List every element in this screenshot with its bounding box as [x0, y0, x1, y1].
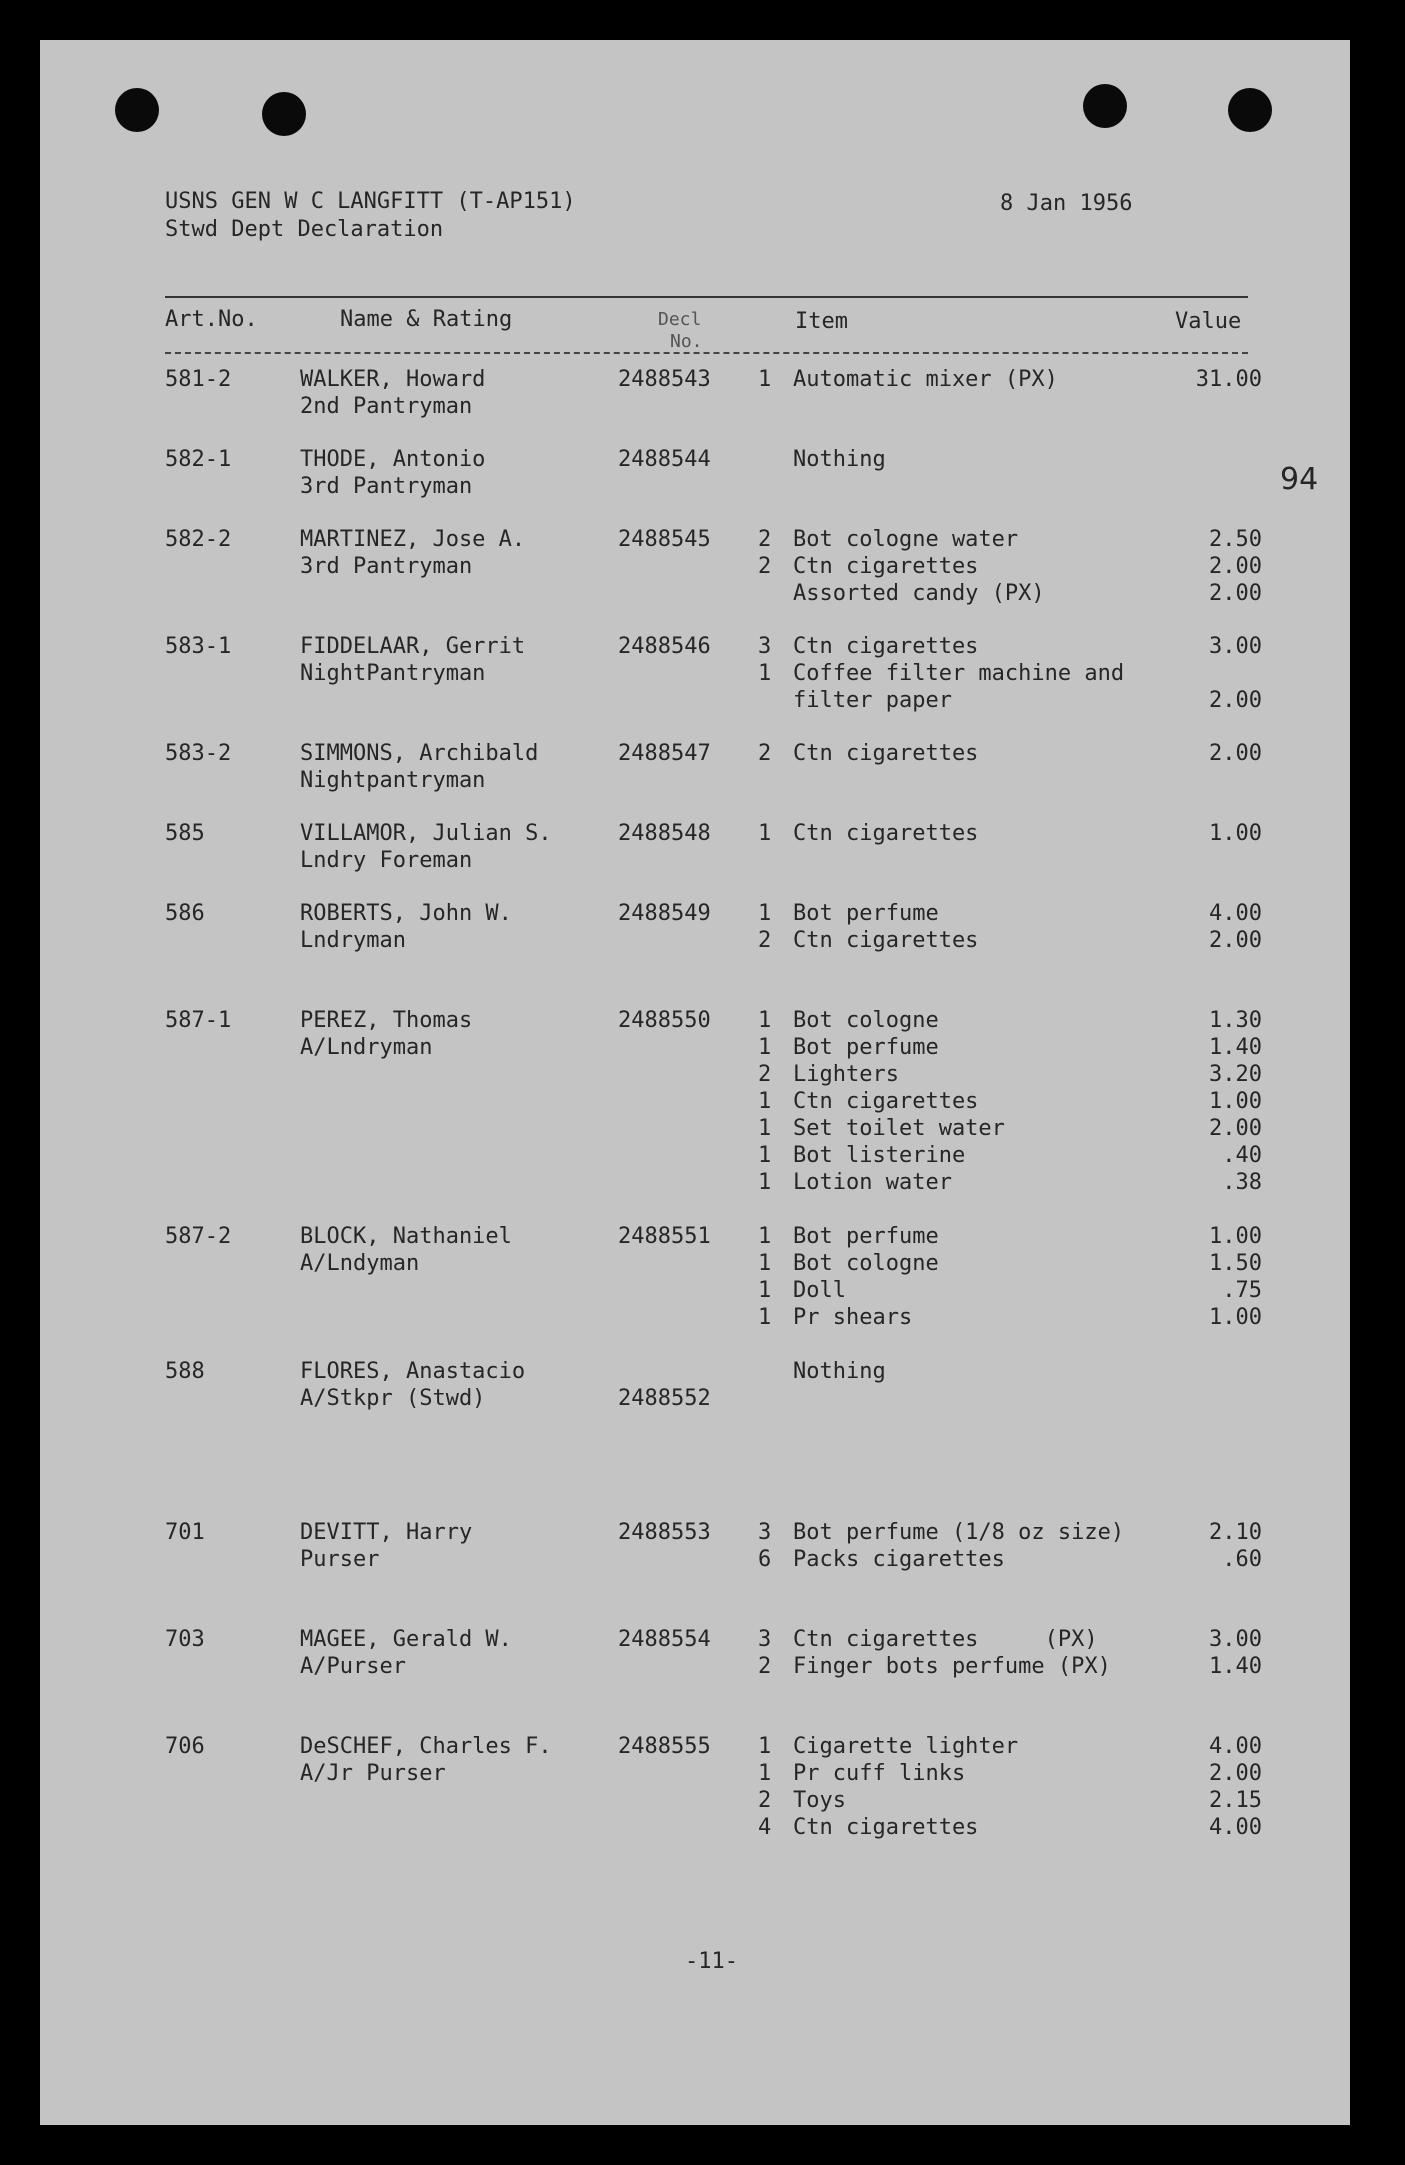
punch-hole: [1228, 88, 1272, 132]
item-value: 2.15: [1209, 1788, 1262, 1813]
item-description: Bot perfume: [793, 1224, 939, 1249]
crew-name: THODE, Antonio: [300, 447, 486, 472]
declaration-number: 2488555: [618, 1734, 711, 1759]
item-value: 2.00: [1209, 554, 1262, 579]
article-number: 588: [165, 1359, 205, 1384]
item-quantity: 3: [758, 1627, 772, 1652]
item-description: Bot cologne water: [793, 527, 1019, 552]
crew-rating: Nightpantryman: [300, 768, 486, 793]
crew-rating: 2nd Pantryman: [300, 394, 473, 419]
article-number: 586: [165, 901, 205, 926]
item-value: 1.00: [1209, 821, 1262, 846]
margin-page-note: 94: [1280, 462, 1319, 497]
declaration-number: 2488551: [618, 1224, 711, 1249]
declaration-number: 2488545: [618, 527, 711, 552]
item-quantity: 2: [758, 928, 772, 953]
item-quantity: 1: [758, 1305, 772, 1330]
item-description: Doll: [793, 1278, 846, 1303]
item-description: Lotion water: [793, 1170, 952, 1195]
item-value: 3.00: [1209, 1627, 1262, 1652]
article-number: 583-2: [165, 741, 232, 766]
article-number: 582-1: [165, 447, 232, 472]
article-number: 703: [165, 1627, 205, 1652]
item-description: Ctn cigarettes: [793, 554, 979, 579]
item-quantity: 1: [758, 367, 772, 392]
item-value: .75: [1222, 1278, 1262, 1303]
item-quantity: 2: [758, 741, 772, 766]
item-description: Ctn cigarettes: [793, 634, 979, 659]
item-description: Ctn cigarettes (PX): [793, 1627, 1098, 1652]
item-description: Ctn cigarettes: [793, 741, 979, 766]
item-value: 3.00: [1209, 634, 1262, 659]
item-description: Bot listerine: [793, 1143, 966, 1168]
item-description: Finger bots perfume (PX): [793, 1654, 1111, 1679]
item-description: Ctn cigarettes: [793, 1089, 979, 1114]
crew-name: PEREZ, Thomas: [300, 1008, 473, 1033]
item-value: 1.40: [1209, 1035, 1262, 1060]
item-quantity: 1: [758, 661, 772, 686]
item-value: 4.00: [1209, 1734, 1262, 1759]
col-name-rating: Name & Rating: [340, 307, 513, 332]
crew-rating: NightPantryman: [300, 661, 486, 686]
article-number: 585: [165, 821, 205, 846]
item-quantity: 2: [758, 1788, 772, 1813]
item-description: Automatic mixer (PX): [793, 367, 1058, 392]
item-quantity: 2: [758, 527, 772, 552]
item-description: Pr shears: [793, 1305, 913, 1330]
item-value: 4.00: [1209, 901, 1262, 926]
item-quantity: 2: [758, 1062, 772, 1087]
crew-name: WALKER, Howard: [300, 367, 486, 392]
crew-name: VILLAMOR, Julian S.: [300, 821, 552, 846]
item-value: .60: [1222, 1547, 1262, 1572]
item-description: Nothing: [793, 447, 886, 472]
declaration-number: 2488550: [618, 1008, 711, 1033]
item-description: Packs cigarettes: [793, 1547, 1005, 1572]
item-value: 2.10: [1209, 1520, 1262, 1545]
item-description: Bot perfume (1/8 oz size): [793, 1520, 1125, 1545]
item-quantity: 1: [758, 1224, 772, 1249]
item-value: 2.50: [1209, 527, 1262, 552]
punch-hole: [115, 88, 159, 132]
declaration-number: 2488544: [618, 447, 711, 472]
item-value: 2.00: [1209, 1116, 1262, 1141]
article-number: 701: [165, 1520, 205, 1545]
declaration-number: 2488547: [618, 741, 711, 766]
item-quantity: 3: [758, 634, 772, 659]
col-value: Value: [1175, 309, 1242, 334]
item-quantity: 6: [758, 1547, 772, 1572]
item-description: Ctn cigarettes: [793, 821, 979, 846]
item-description: Pr cuff links: [793, 1761, 966, 1786]
item-quantity: 1: [758, 1734, 772, 1759]
item-quantity: 2: [758, 554, 772, 579]
declaration-number: 2488553: [618, 1520, 711, 1545]
item-quantity: 1: [758, 1761, 772, 1786]
article-number: 587-1: [165, 1008, 232, 1033]
item-quantity: 1: [758, 1089, 772, 1114]
crew-rating: 3rd Pantryman: [300, 554, 473, 579]
col-decl-no: No.: [670, 331, 703, 352]
crew-name: DEVITT, Harry: [300, 1520, 473, 1545]
punch-hole: [262, 92, 306, 136]
item-value: 3.20: [1209, 1062, 1262, 1087]
crew-rating: 3rd Pantryman: [300, 474, 473, 499]
item-quantity: 1: [758, 901, 772, 926]
item-description: Nothing: [793, 1359, 886, 1384]
item-description: Coffee filter machine and: [793, 661, 1125, 686]
item-quantity: 1: [758, 1116, 772, 1141]
crew-name: FLORES, Anastacio: [300, 1359, 526, 1384]
crew-name: DeSCHEF, Charles F.: [300, 1734, 552, 1759]
item-quantity: 1: [758, 1278, 772, 1303]
col-decl: Decl: [658, 309, 702, 330]
item-value: 31.00: [1195, 367, 1262, 392]
crew-rating: A/Stkpr (Stwd): [300, 1386, 486, 1411]
declaration-number: 2488552: [618, 1386, 711, 1411]
item-quantity: 1: [758, 821, 772, 846]
article-number: 582-2: [165, 527, 232, 552]
item-description: Cigarette lighter: [793, 1734, 1019, 1759]
crew-rating: A/Purser: [300, 1654, 406, 1679]
declaration-number: 2488549: [618, 901, 711, 926]
item-quantity: 1: [758, 1251, 772, 1276]
crew-rating: Lndry Foreman: [300, 848, 473, 873]
header-bottom-rule: [165, 352, 1248, 354]
item-description: filter paper: [793, 688, 952, 713]
item-description: Bot perfume: [793, 901, 939, 926]
item-quantity: 2: [758, 1654, 772, 1679]
page-number: -11-: [685, 1949, 738, 1974]
item-value: 2.00: [1209, 928, 1262, 953]
item-value: .38: [1222, 1170, 1262, 1195]
item-value: 1.00: [1209, 1305, 1262, 1330]
crew-name: SIMMONS, Archibald: [300, 741, 539, 766]
item-quantity: 1: [758, 1170, 772, 1195]
punch-hole: [1083, 84, 1127, 128]
crew-name: MAGEE, Gerald W.: [300, 1627, 512, 1652]
crew-name: BLOCK, Nathaniel: [300, 1224, 512, 1249]
document-subtitle: Stwd Dept Declaration: [165, 217, 444, 242]
crew-name: FIDDELAAR, Gerrit: [300, 634, 526, 659]
item-value: 1.30: [1209, 1008, 1262, 1033]
item-quantity: 3: [758, 1520, 772, 1545]
declaration-number: 2488554: [618, 1627, 711, 1652]
crew-rating: Purser: [300, 1547, 380, 1572]
item-quantity: 4: [758, 1815, 772, 1840]
article-number: 583-1: [165, 634, 232, 659]
item-description: Set toilet water: [793, 1116, 1005, 1141]
item-description: Assorted candy (PX): [793, 581, 1045, 606]
article-number: 587-2: [165, 1224, 232, 1249]
ship-name: USNS GEN W C LANGFITT (T-AP151): [165, 189, 576, 214]
crew-rating: A/Lndyman: [300, 1251, 420, 1276]
declaration-number: 2488546: [618, 634, 711, 659]
item-value: 4.00: [1209, 1815, 1262, 1840]
item-value: 1.50: [1209, 1251, 1262, 1276]
document-page: [40, 40, 1350, 2125]
article-number: 581-2: [165, 367, 232, 392]
item-value: 1.00: [1209, 1089, 1262, 1114]
declaration-number: 2488548: [618, 821, 711, 846]
item-description: Ctn cigarettes: [793, 1815, 979, 1840]
item-value: 2.00: [1209, 688, 1262, 713]
header-top-rule: [165, 296, 1248, 298]
col-item: Item: [795, 309, 848, 334]
item-value: 1.40: [1209, 1654, 1262, 1679]
crew-rating: A/Lndryman: [300, 1035, 433, 1060]
item-description: Bot cologne: [793, 1008, 939, 1033]
item-value: 2.00: [1209, 1761, 1262, 1786]
crew-rating: A/Jr Purser: [300, 1761, 446, 1786]
item-value: 1.00: [1209, 1224, 1262, 1249]
article-number: 706: [165, 1734, 205, 1759]
document-date: 8 Jan 1956: [1000, 191, 1133, 216]
item-description: Lighters: [793, 1062, 899, 1087]
item-description: Ctn cigarettes: [793, 928, 979, 953]
crew-rating: Lndryman: [300, 928, 406, 953]
item-description: Bot perfume: [793, 1035, 939, 1060]
item-value: 2.00: [1209, 581, 1262, 606]
crew-name: MARTINEZ, Jose A.: [300, 527, 526, 552]
item-value: 2.00: [1209, 741, 1262, 766]
item-quantity: 1: [758, 1008, 772, 1033]
col-art-no: Art.No.: [165, 307, 258, 332]
declaration-number: 2488543: [618, 367, 711, 392]
item-description: Toys: [793, 1788, 846, 1813]
crew-name: ROBERTS, John W.: [300, 901, 512, 926]
item-quantity: 1: [758, 1035, 772, 1060]
item-quantity: 1: [758, 1143, 772, 1168]
item-value: .40: [1222, 1143, 1262, 1168]
item-description: Bot cologne: [793, 1251, 939, 1276]
